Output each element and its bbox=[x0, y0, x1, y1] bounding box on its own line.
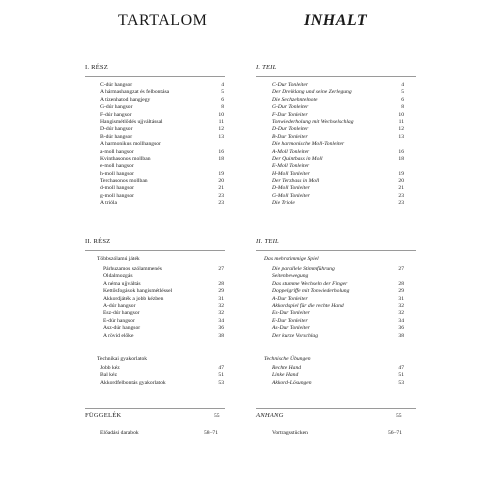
toc-entry-page: 21 bbox=[398, 185, 404, 192]
toc-entry-page: 28 bbox=[218, 280, 224, 287]
toc-entry bbox=[272, 266, 404, 273]
toc-entry-page: 28 bbox=[398, 280, 404, 287]
de-part2-intro: Das mehrstimmige Spiel bbox=[264, 256, 319, 262]
toc-entry-page: 8 bbox=[401, 104, 404, 111]
toc-entry-label: F-dúr hangsor bbox=[100, 111, 132, 118]
toc-entry-label: C-Dur Tonleiter bbox=[272, 82, 309, 88]
toc-entry-page: 12 bbox=[218, 126, 224, 133]
de-technique-heading: Technische Übungen bbox=[264, 356, 311, 362]
toc-entry-label: A rövid előke bbox=[103, 332, 134, 339]
toc-entry bbox=[272, 333, 404, 340]
toc-entry bbox=[272, 365, 404, 372]
toc-entry bbox=[100, 119, 224, 126]
toc-entry bbox=[103, 303, 224, 310]
toc-entry-page: 29 bbox=[218, 288, 224, 295]
toc-entry-page: 13 bbox=[398, 133, 404, 140]
toc-entry-label: Es-Dur Tonleiter bbox=[272, 310, 310, 317]
toc-entry bbox=[272, 325, 404, 332]
toc-entry-page: 36 bbox=[218, 325, 224, 332]
toc-entry bbox=[272, 89, 404, 96]
toc-entry bbox=[103, 296, 224, 303]
toc-entry-label: C-dúr hangsor bbox=[100, 82, 133, 88]
toc-entry-label: Hangismétlődés ujjváltással bbox=[100, 118, 163, 125]
toc-entry-page: 23 bbox=[398, 192, 404, 199]
toc-entry-page: 6 bbox=[401, 96, 404, 103]
toc-entry-page: 8 bbox=[221, 104, 224, 111]
toc-entry-page: 11 bbox=[218, 118, 224, 125]
toc-entry bbox=[272, 97, 404, 104]
toc-entry bbox=[272, 288, 404, 295]
toc-entry bbox=[272, 193, 404, 200]
toc-entry bbox=[100, 89, 224, 96]
toc-entry-label: g-moll hangsor bbox=[100, 192, 135, 199]
toc-entry-label: Párhuzamos szólammenés bbox=[103, 266, 162, 272]
toc-entry-page: 51 bbox=[218, 372, 224, 379]
toc-entry-page: 32 bbox=[218, 302, 224, 309]
toc-entry bbox=[100, 134, 224, 141]
toc-entry-label: G-dúr hangsor bbox=[100, 104, 133, 111]
toc-entry-label: A hármashangzat és felbontása bbox=[100, 89, 170, 96]
toc-entry-page: 4 bbox=[401, 82, 404, 88]
toc-entry-label: Oldalmozgás bbox=[103, 273, 133, 280]
toc-entry bbox=[100, 126, 224, 133]
toc-entry bbox=[272, 185, 404, 192]
toc-entry bbox=[103, 318, 224, 325]
toc-entry-label: Der Dreiklang und seine Zerlegung bbox=[272, 89, 352, 96]
toc-entry-label: E-Dur Tonleiter bbox=[272, 317, 308, 324]
toc-entry-label: B-Dur Tonleiter bbox=[272, 133, 308, 140]
hu-appendix-page: 55 bbox=[214, 413, 220, 419]
toc-entry-label: e-moll hangsor bbox=[100, 163, 134, 170]
title-hungarian: TARTALOM bbox=[118, 12, 208, 29]
toc-entry-label: a-moll hangsor bbox=[100, 148, 134, 155]
toc-entry-label: A-Dur Tonleiter bbox=[272, 295, 308, 302]
toc-entry-label: Akkordspiel für die rechte Hand bbox=[272, 302, 344, 309]
de-part2-rule bbox=[256, 250, 416, 251]
toc-entry-page: 13 bbox=[218, 133, 224, 140]
toc-entry bbox=[272, 178, 404, 185]
toc-entry-label: A-dúr hangsor bbox=[103, 302, 136, 309]
toc-entry-page: 10 bbox=[218, 111, 224, 118]
title-german: INHALT bbox=[304, 12, 368, 29]
toc-entry-label: A néma ujjváltás bbox=[103, 280, 141, 287]
toc-entry-page: 10 bbox=[398, 111, 404, 118]
toc-entry bbox=[100, 104, 224, 111]
toc-entry-label: Linke Hand bbox=[272, 372, 299, 379]
toc-entry-label: F-Dur Tonleiter bbox=[272, 111, 308, 118]
toc-entry-label: Seitenbewegung bbox=[272, 273, 309, 280]
toc-entry bbox=[100, 178, 224, 185]
toc-entry bbox=[100, 200, 224, 207]
toc-entry-page: 4 bbox=[221, 82, 224, 88]
de-appendix-item-page: 56–71 bbox=[388, 430, 402, 436]
toc-entry-label: Kettősfogások hangismétléssel bbox=[103, 288, 173, 295]
de-technique-list bbox=[272, 365, 404, 387]
toc-entry-page: 32 bbox=[398, 302, 404, 309]
toc-entry-label: A tizenhatod hangjegy bbox=[100, 96, 151, 103]
toc-entry-label: G-Moll Tonleiter bbox=[272, 192, 310, 199]
toc-entry-label: D-Moll Tonleiter bbox=[272, 185, 310, 192]
toc-entry bbox=[100, 97, 224, 104]
toc-entry bbox=[272, 163, 404, 170]
toc-entry bbox=[100, 141, 224, 148]
toc-entry-page: 51 bbox=[398, 372, 404, 379]
hu-technique-list bbox=[100, 365, 224, 387]
toc-entry-label: Die harmonische Moll-Tonleiter bbox=[272, 141, 345, 148]
toc-entry bbox=[103, 273, 224, 280]
toc-entry bbox=[103, 310, 224, 317]
toc-entry bbox=[272, 141, 404, 148]
toc-entry bbox=[272, 296, 404, 303]
toc-entry-page: 38 bbox=[398, 332, 404, 339]
toc-entry-label: As-Dur Tonleiter bbox=[272, 325, 310, 332]
de-appendix-rule bbox=[256, 408, 416, 409]
de-part2-list bbox=[272, 266, 404, 340]
hu-part1-heading: I. RÉSZ bbox=[85, 64, 109, 71]
toc-entry-page: 29 bbox=[398, 288, 404, 295]
hu-part2-list bbox=[103, 266, 224, 340]
toc-entry-page: 47 bbox=[218, 365, 224, 371]
toc-entry bbox=[100, 163, 224, 170]
toc-entry-label: Terchasonos mollban bbox=[100, 178, 148, 185]
toc-entry bbox=[272, 119, 404, 126]
toc-entry-page: 20 bbox=[218, 178, 224, 185]
toc-entry-page: 16 bbox=[398, 148, 404, 155]
toc-entry-page: 32 bbox=[218, 310, 224, 317]
hu-appendix-item-page: 58–71 bbox=[204, 430, 218, 436]
toc-entry-label: A harmonikus mollhangsor bbox=[100, 141, 161, 148]
toc-entry-page: 5 bbox=[221, 89, 224, 96]
toc-entry-label: E-Moll Tonleiter bbox=[272, 163, 310, 170]
toc-entry-label: Der Quintbass in Moll bbox=[272, 155, 323, 162]
hu-part2-intro: Többszólamú játék bbox=[97, 256, 140, 262]
toc-entry bbox=[103, 266, 224, 273]
toc-entry-page: 47 bbox=[398, 365, 404, 371]
toc-entry-page: 5 bbox=[401, 89, 404, 96]
toc-entry-label: H-Moll Tonleiter bbox=[272, 170, 310, 177]
toc-entry-page: 18 bbox=[218, 155, 224, 162]
toc-entry bbox=[272, 171, 404, 178]
toc-entry-page: 34 bbox=[398, 317, 404, 324]
hu-appendix-item: Előadási darabok bbox=[100, 430, 139, 436]
toc-entry bbox=[103, 325, 224, 332]
toc-entry-page: 19 bbox=[398, 170, 404, 177]
toc-entry bbox=[272, 273, 404, 280]
hu-appendix-rule bbox=[85, 408, 225, 409]
toc-entry-page: 53 bbox=[218, 379, 224, 386]
toc-entry-page: 23 bbox=[398, 200, 404, 207]
hu-part1-list bbox=[100, 82, 224, 208]
toc-entry-label: Die Triole bbox=[272, 200, 295, 207]
hu-appendix-heading: FÜGGELÉK bbox=[85, 412, 122, 419]
toc-entry-page: 31 bbox=[398, 295, 404, 302]
toc-entry-label: Bal kéz bbox=[100, 372, 117, 379]
toc-entry bbox=[272, 303, 404, 310]
toc-entry bbox=[272, 380, 404, 387]
toc-entry-label: Jobb kéz bbox=[100, 365, 120, 371]
toc-entry-label: Esz-dúr hangsor bbox=[103, 310, 140, 317]
hu-part1-rule bbox=[85, 76, 225, 77]
toc-entry-label: Doppelgriffe mit Tonwiederholung bbox=[272, 288, 350, 295]
hu-part2-heading: II. RÉSZ bbox=[85, 238, 111, 245]
toc-entry bbox=[272, 318, 404, 325]
toc-entry-label: h-moll hangsor bbox=[100, 170, 135, 177]
toc-entry-page: 32 bbox=[398, 310, 404, 317]
toc-entry bbox=[272, 104, 404, 111]
toc-entry bbox=[103, 288, 224, 295]
toc-entry bbox=[103, 333, 224, 340]
toc-entry-page: 27 bbox=[218, 266, 224, 272]
de-part1-list bbox=[272, 82, 404, 208]
toc-entry-label: D-Dur Tonleiter bbox=[272, 126, 309, 133]
toc-entry-label: E-dúr hangsor bbox=[103, 317, 135, 324]
toc-entry bbox=[100, 149, 224, 156]
toc-entry-label: Die parallele Stimmführung bbox=[272, 266, 335, 272]
toc-entry-label: Akkordjáték a jobb kézben bbox=[103, 295, 164, 302]
de-part1-heading: I. TEIL bbox=[256, 64, 277, 71]
toc-entry-page: 12 bbox=[398, 126, 404, 133]
toc-entry-label: D-dúr hangsor bbox=[100, 126, 133, 133]
toc-entry-page: 31 bbox=[218, 295, 224, 302]
toc-entry-label: Der kurze Vorschlag bbox=[272, 332, 318, 339]
toc-entry bbox=[100, 372, 224, 379]
toc-entry-page: 20 bbox=[398, 178, 404, 185]
toc-entry-label: B-dúr hangsor bbox=[100, 133, 133, 140]
toc-entry-label: Die Sechzehntelnote bbox=[272, 96, 318, 103]
toc-entry-label: Akkord-Lösungen bbox=[272, 379, 312, 386]
toc-entry-page: 21 bbox=[218, 185, 224, 192]
toc-entry-label: d-moll hangsor bbox=[100, 185, 135, 192]
toc-entry-page: 19 bbox=[218, 170, 224, 177]
toc-entry bbox=[272, 372, 404, 379]
toc-entry-label: Tonwiederholung mit Wechselschlag bbox=[272, 118, 354, 125]
toc-entry bbox=[100, 365, 224, 372]
toc-entry-label: Rechte Hand bbox=[272, 365, 302, 371]
toc-entry bbox=[272, 134, 404, 141]
hu-part2-rule bbox=[85, 250, 225, 251]
toc-entry bbox=[100, 112, 224, 119]
toc-entry-label: A trióla bbox=[100, 200, 117, 207]
de-part2-heading: II. TEIL bbox=[256, 238, 279, 245]
toc-entry-page: 23 bbox=[218, 200, 224, 207]
toc-entry-page: 11 bbox=[398, 118, 404, 125]
toc-entry bbox=[272, 200, 404, 207]
toc-entry-label: G-Dur Tonleiter bbox=[272, 104, 309, 111]
toc-entry-page: 53 bbox=[398, 379, 404, 386]
toc-entry bbox=[272, 310, 404, 317]
toc-entry-label: Asz-dúr hangsor bbox=[103, 325, 141, 332]
toc-entry-page: 27 bbox=[398, 266, 404, 272]
de-appendix-item: Vortragsstücken bbox=[272, 430, 308, 436]
toc-entry-page: 16 bbox=[218, 148, 224, 155]
de-part1-rule bbox=[256, 76, 416, 77]
toc-entry bbox=[272, 82, 404, 89]
toc-entry bbox=[272, 126, 404, 133]
hu-technique-heading: Technikai gyakorlatok bbox=[97, 356, 148, 362]
toc-entry-page: 34 bbox=[218, 317, 224, 324]
toc-entry-page: 6 bbox=[221, 96, 224, 103]
toc-entry-page: 38 bbox=[218, 332, 224, 339]
toc-entry bbox=[100, 156, 224, 163]
toc-entry-page: 23 bbox=[218, 192, 224, 199]
toc-entry bbox=[100, 193, 224, 200]
toc-entry bbox=[272, 156, 404, 163]
toc-entry-label: Akkordfelbontás gyakorlatok bbox=[100, 379, 166, 386]
toc-entry-label: Kvinthasonos mollban bbox=[100, 155, 151, 162]
toc-entry bbox=[272, 112, 404, 119]
toc-entry-page: 18 bbox=[398, 155, 404, 162]
toc-entry bbox=[272, 149, 404, 156]
toc-entry bbox=[100, 380, 224, 387]
toc-entry-label: Das stumme Wechseln der Finger bbox=[272, 280, 348, 287]
de-appendix-heading: ANHANG bbox=[256, 412, 284, 419]
de-appendix-page: 55 bbox=[396, 413, 402, 419]
toc-entry-label: A-Moll Tonleiter bbox=[272, 148, 310, 155]
toc-entry bbox=[100, 171, 224, 178]
toc-entry bbox=[100, 185, 224, 192]
toc-entry-label: Der Terzbass in Moll bbox=[272, 178, 320, 185]
toc-entry-page: 36 bbox=[398, 325, 404, 332]
